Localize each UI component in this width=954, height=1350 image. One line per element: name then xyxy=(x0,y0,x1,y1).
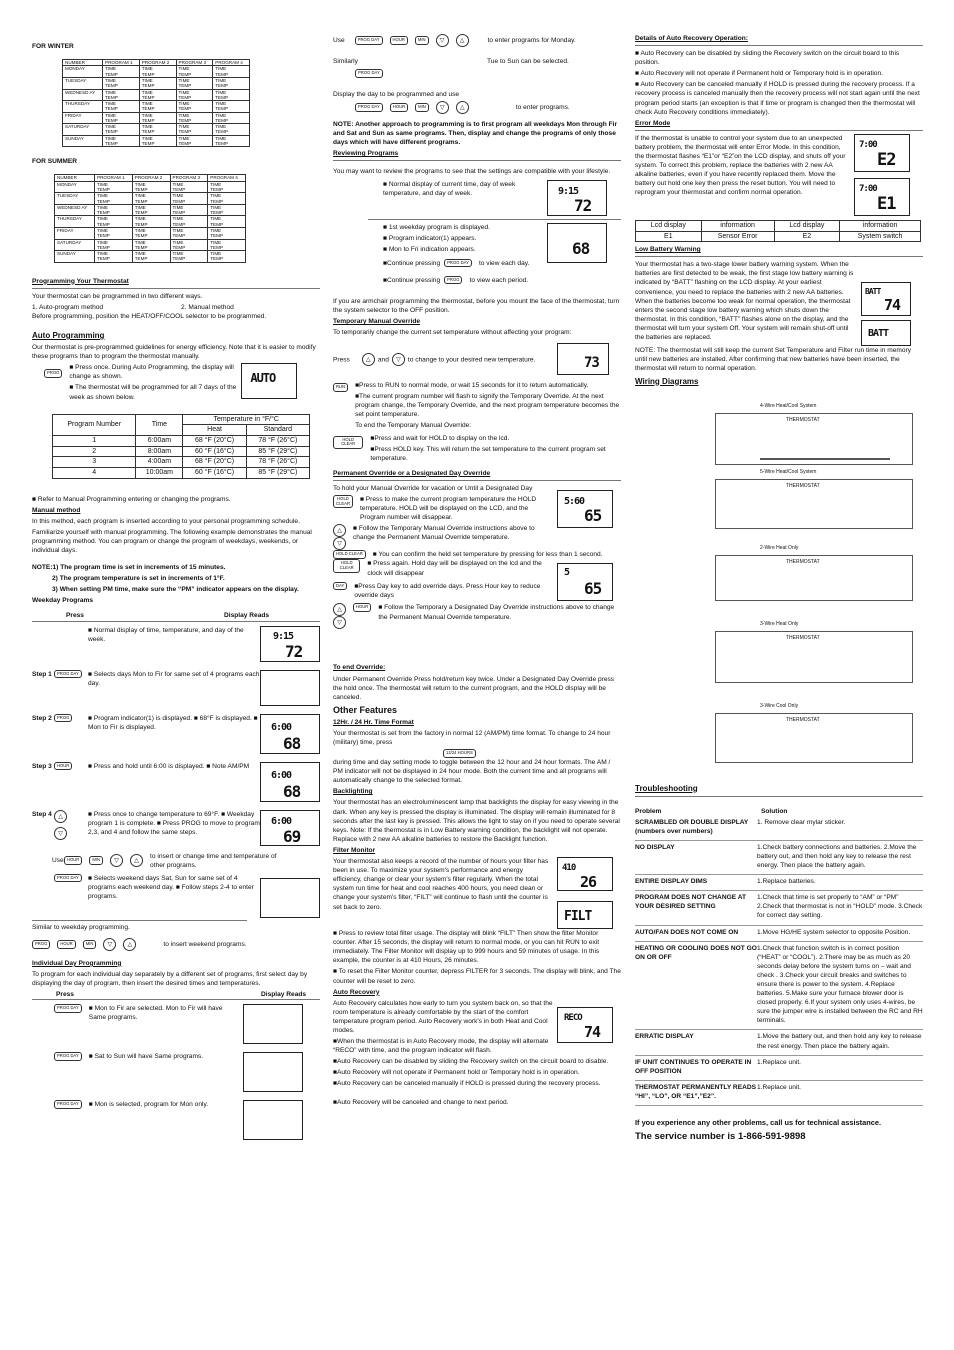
use-text: to insert or change time and temperature of other programs. xyxy=(150,852,277,869)
min-button[interactable]: MIN xyxy=(89,856,103,865)
batt-lcd-1: BATT 74 xyxy=(861,282,911,316)
step-4-label: Step 4 xyxy=(32,810,52,818)
indiv-1: ■ Mon to Fir are selected. Mon to Fir will have Same programs. xyxy=(88,1005,223,1022)
wiring-diagram-3: THERMOSTAT xyxy=(715,555,913,601)
auto-lcd: AUTO xyxy=(241,363,297,399)
use-label: Use xyxy=(52,857,64,865)
review-2: ■ 1st weekday program is displayed. xyxy=(383,224,490,232)
way-2: 2. Manual method xyxy=(181,303,234,311)
error-mode-title: Error Mode xyxy=(635,119,671,127)
perm-5: ■Press Day key to add override days. Press Hour key to reduce override days xyxy=(354,582,541,599)
step-1-text: ■ Selects days Mon to Fir for same set of 4 programs each day. xyxy=(88,670,260,687)
weekend-lcd xyxy=(260,878,320,918)
down-button[interactable]: ▽ xyxy=(436,101,449,114)
run-text: ■Press to RUN to normal mode, or wait 15 seconds for it to return automatically. xyxy=(355,382,589,390)
filter-monitor-title: Filter Monitor xyxy=(333,846,376,854)
review-1: ■ Normal display of current time, day of week temperature, and day of week. xyxy=(383,181,516,198)
down-button[interactable]: ▽ xyxy=(110,854,123,867)
manual-refer: ■ Refer to Manual Programming entering or changing the programs. xyxy=(32,495,231,503)
hold-clear-button[interactable]: HOLD CLEAR xyxy=(333,559,360,572)
indiv-lcd-2 xyxy=(243,1052,303,1092)
indiv-3: ■ Mon is selected, program for Mon only. xyxy=(88,1101,209,1109)
wiring-diagram-2: THERMOSTAT xyxy=(715,479,913,529)
details-2: ■ Auto Recovery will not operate if Permanent hold or Temporary hold is in operation. xyxy=(635,70,883,78)
summer-title: FOR SUMMER xyxy=(32,158,78,166)
time-format-text-2: during time and day setting mode to toggle between the 12 hour and 24 hour formats. The AM / PM indicator will not be displayed in 24 hour mode. Both the current time and all programs will automatically change to the selected format. xyxy=(333,759,611,785)
note-3: 3) When setting PM time, make sure the “PM” indicator appears on the display. xyxy=(52,586,299,594)
table-row: FRIDAY TIME TEMP TIME TEMP TIME TEMP TIME TEMP xyxy=(55,227,246,239)
table-header-cell: PROGRAM 4 xyxy=(213,60,250,66)
default-program-table: Program Number Time Temperature in °F/°C Heat Standard 1 6:00am 68 °F (20°C) 78 °F (26°C) 2 8:00am 60 °F (16°C) 85 °F (29°C) 3 4:00am 68 °F (20°C) 78 °F (26°C) 4 10:00am 60 °F (16°C) 85 °F (29°C) xyxy=(52,414,310,479)
table-header-cell: PROGRAM 1 xyxy=(95,175,133,181)
review-lcd-1: 9:15 72 xyxy=(547,180,607,216)
note-1: NOTE:1) The program time is set in increments of 15 minutes. xyxy=(32,564,226,572)
up-button[interactable]: △ xyxy=(123,938,136,951)
contact-text: If you experience any other problems, call us for technical assistance. xyxy=(635,1118,882,1128)
hold-1: ■Press and wait for HOLD to display on the lcd. xyxy=(370,434,510,442)
troubleshooting-row: HEATING OR COOLING DOES NOT GO ON OR OFF 1.Check that function switch is in correct position (“HEAT” or “COOL”). 2.There may be as much as 20 seconds delay before the system turns on – wait and check . 3.Check your circuit breaks and switches to ensure there is power to the system. 4.Replace batteries. 5.Make sure your furnace blower door is closed properly. 6.If your system only uses 4-wires, be sure the jumper wire is installed between the RC and RH terminals. xyxy=(635,942,923,1031)
review-5: ■Continue pressing xyxy=(383,259,441,267)
and-label: and xyxy=(377,355,389,363)
table-row: 1 6:00am 68 °F (20°C) 78 °F (26°C) xyxy=(53,435,310,446)
down-button[interactable]: ▽ xyxy=(436,34,449,47)
table-header-cell: PROGRAM 3 xyxy=(176,60,213,66)
up-button[interactable]: △ xyxy=(456,101,469,114)
step-2-text: ■ Program indicator(1) is displayed. ■ 68°F is displayed. ■ Mon to Fir is displayed. xyxy=(88,714,258,731)
temp-override-lcd: 73 xyxy=(557,343,609,375)
hold-clear-button[interactable]: HOLD CLEAR xyxy=(333,436,363,449)
table-row: Lcd display information Lcd display information xyxy=(636,220,921,231)
troubleshooting-row: ERRATIC DISPLAY 1.Move the battery out, and then hold any key to release the rest energy. Then place the battery again. xyxy=(635,1030,923,1055)
table-row: MONDAY TIME TEMP TIME TEMP TIME TEMP TIME TEMP xyxy=(63,66,250,78)
hold-2: ■Press HOLD key. This will return the set temperature to the current program set temperature. xyxy=(370,445,606,462)
hour-button[interactable]: HOUR xyxy=(353,603,371,612)
time-format-title: 12Hr. / 24 Hr. Time Format xyxy=(333,719,414,727)
table-header-cell: PROGRAM 3 xyxy=(170,175,208,181)
auto-title: Auto Programming xyxy=(32,331,105,340)
wiring-caption-1: 4-Wire Heat/Cool System xyxy=(760,402,817,409)
auto-recovery-title: Auto Recovery xyxy=(333,988,380,996)
auto-prog-button[interactable]: PROG xyxy=(44,369,62,378)
press-header: Press xyxy=(66,612,84,620)
temp-override-text: To temporarily change the current set temperature without affecting your program: xyxy=(333,329,572,337)
table-row: TUESDAY TIME TEMP TIME TEMP TIME TEMP TIME TEMP xyxy=(63,77,250,89)
manual-text-2: Familiarize yourself with manual programming. The following example demonstrates the manual programming method. You can program or change the program of weekdays, weekends, or individual days. xyxy=(32,528,312,554)
up-button[interactable]: △ xyxy=(130,854,143,867)
indiv-2: ■ Sat to Sun will have Same programs. xyxy=(88,1053,204,1061)
similarly-label: Similarly xyxy=(333,58,358,65)
solution-header: Solution xyxy=(761,807,788,815)
winter-schedule-table xyxy=(62,59,250,147)
backlighting-text: Your thermostat has an electroluminescent lamp that backlights the display for easy viewing in the dark. When any key is pressed the display is illuminated. The display will remain illuminated for 8 seconds after the last key is pressed. This allows the light to stay on if you need to operate several keys. Note: If the thermostat is in Low Battery warning condition, the backlight will not operate. Replace with 2 new AA alkaline batteries to restore the Backlight function. xyxy=(333,799,620,843)
perm-lcd-1: 5:60 65 xyxy=(557,490,613,528)
down-button[interactable]: ▽ xyxy=(333,537,346,550)
min-button[interactable]: MIN xyxy=(415,36,429,45)
prog-button[interactable]: PROG xyxy=(54,714,72,723)
auto-text: Our thermostat is pre-programmed guidelines for energy efficiency. Note that it is easier to modify these programs than to program the thermostat manually. xyxy=(32,344,316,361)
column-2 xyxy=(333,34,621,1109)
indiv-display-header: Display Reads xyxy=(261,991,307,999)
prog-day-button[interactable]: PROG DAY xyxy=(355,103,383,112)
table-row: THURSDAY TIME TEMP TIME TEMP TIME TEMP TIME TEMP xyxy=(63,101,250,113)
reviewing-title: Reviewing Programs xyxy=(333,150,399,158)
display-header: Display Reads xyxy=(224,612,270,620)
note-2: 2) The program temperature is set in increments of 1°F. xyxy=(52,575,225,583)
low-battery-title: Low Battery Warning xyxy=(635,246,701,254)
hold-clear-button[interactable]: HOLD CLEAR xyxy=(333,550,366,559)
indiv-lcd-1 xyxy=(243,1004,303,1044)
prog-day-button[interactable]: PROG DAY xyxy=(355,69,383,78)
flash-text: ■The current program number will flash to signify the Temporary Override. At the next program change, the Temporary Override, and the next program temperature becomes the set point temperature. xyxy=(355,393,620,419)
day-button[interactable]: DAY xyxy=(333,582,347,591)
auto-recovery-1: ■When the thermostat is in Auto Recovery mode, the display will alternate “RECO” with time, and the program indicator will flash. xyxy=(333,1038,549,1055)
low-battery-note: NOTE: The thermostat will still keep the current Set Temperature and Filter run time in memory until new batteries are installed. After confirming that new batteries have been inserted, the thermostat will return to normal operation. xyxy=(635,347,912,373)
column-3 xyxy=(635,34,923,1145)
prog-day-button[interactable]: PROG DAY xyxy=(54,1004,82,1013)
use-monday-text: to enter programs for Monday. xyxy=(487,36,576,44)
table-header-cell: PROGRAM 4 xyxy=(208,175,246,181)
min-button[interactable]: MIN xyxy=(83,940,97,949)
review-6: ■Continue pressing xyxy=(383,276,441,284)
summer-schedule-table xyxy=(54,174,246,262)
troubleshooting-row: AUTO/FAN DOES NOT COME ON 1.Move HG/HE system selector to opposite Position. xyxy=(635,926,923,942)
similar-text: Similar to weekday programming. xyxy=(32,920,247,932)
table-row: THURSDAY TIME TEMP TIME TEMP TIME TEMP TIME TEMP xyxy=(55,216,246,228)
auto-recovery-3: ■Auto Recovery will not operate if Permanent hold or Temporary hold is in operation. xyxy=(333,1069,580,1077)
wiring-caption-4: 3-Wire Heat Only xyxy=(760,620,799,627)
auto-recovery-2: ■Auto Recovery can be disabled by sliding the Recovery switch on the circuit board to disable. xyxy=(333,1058,609,1066)
backlighting-title: Backlighting xyxy=(333,788,373,796)
prog-day-button[interactable]: PROG DAY xyxy=(54,670,82,679)
details-title: Details of Auto Recovery Operation: xyxy=(635,35,748,42)
step-3-label: Step 3 xyxy=(32,762,52,770)
table-row: E1 Sensor Error E2 System switch xyxy=(636,231,921,242)
prog-day-button[interactable]: PROG DAY xyxy=(54,874,82,883)
winter-title: FOR WINTER xyxy=(32,43,74,50)
filter-lcd-1: 410 26 xyxy=(557,857,613,891)
table-header-cell: NUMBER xyxy=(55,175,95,181)
filter-lcd-2: FILT xyxy=(557,901,613,929)
prog-day-button[interactable]: PROG DAY xyxy=(444,259,472,268)
filter-monitor-text-3: ■ To reset the Filter Monitor counter, depress FILTER for 3 seconds. The display will blink, and The counter will be reset to zero. xyxy=(333,968,621,985)
table-header-cell: PROGRAM 2 xyxy=(132,175,170,181)
table-header-cell: PROGRAM 2 xyxy=(139,60,176,66)
weekend-step-text: ■ Selects weekend days Sat, Sun for same set of 4 programs each weekend day. ■ Follow steps 2-4 to enter programs. xyxy=(88,874,254,900)
hour-button[interactable]: HOUR xyxy=(64,856,82,865)
step-4-lcd: 6:00 69 xyxy=(260,810,320,846)
hold-clear-button[interactable]: HOLD CLEAR xyxy=(333,495,353,508)
perm-4: ■ Press again. Hold day will be displayed on the lcd and the clock will disappear xyxy=(367,560,542,577)
step-0-lcd: 9:15 72 xyxy=(260,626,320,662)
error-mode-text: If the thermostat is unable to control your system due to an unexpected battery problem, the thermostat will enter Error Mode. In this condition, the thermostat flashes “E1”or “E2”on the LCD display, and shuts off your system. To correct this problem, replace the batteries with 2 new AA alkaline batteries, even if you have recently replaced them. Move the battery out hold one key then press the reset button. You will need to reprogram your thermostat and confirm normal operation. xyxy=(635,134,846,197)
end-override-text: Under Permanent Override Press hold/return key twice. Under a Designated Day Override press the hold once. The thermostat will return to the current program, and the HOLD display will be canceled. xyxy=(333,675,615,701)
details-3: ■ Auto Recovery can be canceled manually if HOLD is pressed during the recovery process. If a recovery process is canceled manually then the recovery process will not start again until the next program period starts (an exception is that if time or program is changed then the thermostat will check Auto Recovery conditions immediately). xyxy=(635,81,920,116)
low-battery-text: Your thermostat has a two-stage lower battery warning system. When the batteries are first detected to be weak, the first stage low battery warning is indicated by “BATT” flashing on the LCD display. At your earliest convenience, you need to replace the batteries with 2 new AA batteries. When the batteries become too weak for normal operation, the thermostat enters the second stage low battery warning which shuts down the thermostat. In this condition, “BATT” flashes alone on the display, and the thermostat will turn your system Off. Your system will remain shut-off until the batteries are replaced. xyxy=(635,261,854,341)
wiring-caption-5: 3-Wire Cool Only xyxy=(760,702,799,709)
table-row: SUNDAY TIME TEMP TIME TEMP TIME TEMP TIME TEMP xyxy=(63,135,250,147)
weekday-programs-title: Weekday Programs xyxy=(32,597,94,605)
indiv-text: To program for each individual day separately by a different set of programs, first select day by displaying the day of program, then insert the desired times and temperatures. xyxy=(32,970,308,988)
other-features-title: Other Features xyxy=(333,704,398,715)
programming-intro: Your thermostat can be programmed in two different ways. xyxy=(32,292,203,300)
down-button[interactable]: ▽ xyxy=(333,616,346,629)
prog-day-button[interactable]: PROG DAY xyxy=(355,36,383,45)
perm-2: ■ Follow the Temporary Manual Override instructions above to change the Permanent Manual Override temperature. xyxy=(353,525,535,542)
reco-lcd: RECO 74 xyxy=(557,1007,613,1043)
hour-button[interactable]: HOUR xyxy=(390,36,408,45)
down-button[interactable]: ▽ xyxy=(392,353,405,366)
step-2-lcd: 6:00 68 xyxy=(260,714,320,754)
table-row: WEDNESD AY TIME TEMP TIME TEMP TIME TEMP TIME TEMP xyxy=(55,204,246,216)
review-lcd-2: 68 xyxy=(547,223,607,263)
perm-lcd-2: 5 65 xyxy=(557,563,613,601)
service-number: The service number is 1-866-591-9898 xyxy=(635,1131,806,1143)
table-row: WEDNESD AY TIME TEMP TIME TEMP TIME TEMP TIME TEMP xyxy=(63,89,250,101)
prog-button[interactable]: PROG xyxy=(32,940,50,949)
filter-monitor-text-2: ■ Press to review total filter usage. The display will blink “FILT” Then show the filter Monitor counter. After 15 seconds, the display will return to normal mode, or you can hit RUN to exit immediately. The Filter Monitor will display up to 999 hours and 59 minutes of usage. In this example, the counter is at 410 Hours, 26 minutes. xyxy=(333,930,600,965)
wiring-caption-3: 2-Wire Heat Only xyxy=(760,544,799,551)
wiring-diagram-4: THERMOSTAT xyxy=(715,631,913,683)
table-row: 2 8:00am 60 °F (16°C) 85 °F (29°C) xyxy=(53,446,310,457)
prog-day-button[interactable]: PROG DAY xyxy=(54,1052,82,1061)
press-label: Press xyxy=(333,355,350,363)
indiv-press-header: Press xyxy=(56,991,74,999)
table-row: 4 10:00am 60 °F (16°C) 85 °F (29°C) xyxy=(53,467,310,478)
review-5b: to view each day. xyxy=(478,259,530,267)
perm-3: ■ You can confirm the held set temperature by pressing for less than 1 second. xyxy=(372,551,603,559)
down-button[interactable]: ▽ xyxy=(103,938,116,951)
wiring-title: Wiring Diagrams xyxy=(635,376,699,386)
auto-recovery-text: Auto Recovery calculates how early to turn you system back on, so that the room temperature is already comfortable by the start of the comfort temperature program period. Auto Recovery work's in both Heat and Cool modes. xyxy=(333,999,553,1034)
step-0-text: ■ Normal display of time, temperature, and day of the week. xyxy=(88,626,244,643)
hour-button[interactable]: HOUR xyxy=(54,762,72,771)
table-row: SATURDAY TIME TEMP TIME TEMP TIME TEMP TIME TEMP xyxy=(55,239,246,251)
run-button[interactable]: RUN xyxy=(333,383,348,392)
error-lcd-e1: 7:00 E1 xyxy=(854,178,910,216)
batt-lcd-2: BATT xyxy=(861,320,911,346)
column-1 xyxy=(32,34,320,1142)
review-3: ■ Program indicator(1) appears. xyxy=(383,235,477,243)
step-1-label: Step 1 xyxy=(32,670,52,678)
hour-button[interactable]: HOUR xyxy=(57,940,75,949)
review-4: ■ Mon to Fri indication appears. xyxy=(383,246,476,254)
toend-text: To end the Temporary Manual Override: xyxy=(355,422,472,430)
down-button[interactable]: ▽ xyxy=(54,827,67,840)
troubleshooting-rows xyxy=(635,816,923,1106)
indiv-lcd-3 xyxy=(243,1100,303,1140)
step-3-lcd: 6:00 68 xyxy=(260,762,320,802)
step-1-lcd xyxy=(260,670,320,706)
hour-button[interactable]: HOUR xyxy=(390,103,408,112)
table-row: MONDAY TIME TEMP TIME TEMP TIME TEMP TIME TEMP xyxy=(55,181,246,193)
step-4-text: ■ Press once to change temperature to 69°F. ■ Weekday program 1 is complete. ■ Press PROG to move to program 2,3, and 4 and follow the same steps. xyxy=(88,810,260,836)
up-button[interactable]: △ xyxy=(362,353,375,366)
wiring-diagrams xyxy=(675,389,923,783)
reviewing-text: You may want to review the programs to see that the settings are compatible with your lifestyle. xyxy=(333,168,611,176)
time-format-text: Your thermostat is set from the factory in normal 12 (AM/PM) time format. To change to 24 hour (military) time, press xyxy=(333,730,611,747)
note-another: NOTE: Another approach to programming is to first program all weekdays Mon through Fir and Sat and Sun as same programs. Then, display and change the programs of only those days which will have different programs. xyxy=(333,120,618,146)
enter-text: to enter programs. xyxy=(515,103,570,111)
armchair-text: If you are armchair programming the thermostat, before you mount the face of the thermostat, turn the system selector to the OFF position. xyxy=(333,297,620,314)
perm-6: ■ Follow the Temporary a Designated Day Override instructions above to change the Permanent Manual Override temperature. xyxy=(378,604,615,621)
min-button[interactable]: MIN xyxy=(415,103,429,112)
up-button[interactable]: △ xyxy=(333,524,346,537)
programming-title: Programming Your Thermostat xyxy=(32,277,129,285)
troubleshooting-row: NO DISPLAY 1.Check battery connections and batteries. 2.Move the battery out, and then hold any key to release the rest energy. Then place the battery again. xyxy=(635,841,923,875)
troubleshooting-row: IF UNIT CONTINUES TO OPERATE IN OFF POSITION 1.Replace unit. xyxy=(635,1056,923,1081)
up-button[interactable]: △ xyxy=(333,603,346,616)
up-button[interactable]: △ xyxy=(456,34,469,47)
display-day-text: Display the day to be programmed and use xyxy=(333,90,460,98)
use-label: Use xyxy=(333,36,345,44)
end-override-title: To end Override: xyxy=(333,664,386,672)
table-row: 3 4:00am 68 °F (20°C) 78 °F (26°C) xyxy=(53,457,310,468)
wiring-diagram-5: THERMOSTAT xyxy=(715,713,913,763)
perm-1: ■ Press to make the current program temperature the HOLD temperature. HOLD will be displayed on the LCD, and the Program number will disappear. xyxy=(359,496,537,522)
wiring-caption-2: 5-Wire Heat/Cool System xyxy=(760,468,817,475)
problem-header: Problem xyxy=(635,807,662,815)
filter-monitor-text: Your thermostat also keeps a record of the number of hours your filter has been in use. To maximize your system's performance and energy efficiency, change or clear your system's filter regularly. When the total system run time for heat and cool reaches 400 hours, you need clean or change your system's filter, “FILT” will continue to flash until the counter is set back to zero. xyxy=(333,858,549,911)
table-row: TUESDAY TIME TEMP TIME TEMP TIME TEMP TIME TEMP xyxy=(55,193,246,205)
troubleshooting-row: ENTIRE DISPLAY DIMS 1.Replace batteries. xyxy=(635,875,923,891)
troubleshooting-row: SCRAMBLED OR DOUBLE DISPLAY (numbers over numbers) 1. Remove clear mylar sticker. xyxy=(635,816,923,841)
step-3-text: ■ Press and hold until 6:00 is displayed. ■ Note AM/PM xyxy=(88,762,250,770)
error-table xyxy=(635,220,921,242)
auto-recovery-4: ■Auto Recovery can be canceled manually if HOLD is pressed during the recovery process. xyxy=(333,1080,601,1088)
similarly-text: Tue to Sun can be selected. xyxy=(487,58,569,65)
step-2-label: Step 2 xyxy=(32,714,52,722)
prog-day-button[interactable]: PROG DAY xyxy=(54,1100,82,1109)
perm-override-title: Permanent Override or a Designated Day Override xyxy=(333,469,491,477)
before-text: Before programming, position the HEAT/OFF/COOL selector to be programmed. xyxy=(32,312,267,320)
details-1: ■ Auto Recovery can be disabled by sliding the Recovery switch on the circuit board to this position. xyxy=(635,50,900,67)
hours-1224-button[interactable]: 12/24 HOURS xyxy=(443,749,476,758)
wiring-diagram-1: THERMOSTAT xyxy=(715,413,913,465)
temp-override-title: Temporary Manual Override xyxy=(333,317,421,325)
auto-recovery-5: ■Auto Recovery will be canceled and change to next period. xyxy=(333,1098,509,1106)
troubleshooting-title: Troubleshooting xyxy=(635,783,698,793)
weekend-text: to insert weekend programs. xyxy=(163,940,247,948)
way-1: 1. Auto-program method xyxy=(32,303,104,311)
manual-text-1: In this method, each program is inserted according to your personal programming schedule. xyxy=(32,517,300,525)
troubleshooting-row: PROGRAM DOES NOT CHANGE AT YOUR DESIRED SETTING 1.Check that time is set properly to “AM” or “PM” 2.Check that thermostat is not in “HOLD” mode. 3.Check for correct day setting. xyxy=(635,891,923,925)
manual-title: Manual method xyxy=(32,506,81,514)
table-header-cell: PROGRAM 1 xyxy=(103,60,140,66)
review-6b: to view each period. xyxy=(469,276,529,284)
table-row: SATURDAY TIME TEMP TIME TEMP TIME TEMP TIME TEMP xyxy=(63,124,250,136)
table-row: FRIDAY TIME TEMP TIME TEMP TIME TEMP TIME TEMP xyxy=(63,112,250,124)
table-header-cell: NUMBER xyxy=(63,60,103,66)
up-button[interactable]: △ xyxy=(54,810,67,823)
error-lcd-e2: 7:00 E2 xyxy=(854,134,910,172)
table-row: SUNDAY TIME TEMP TIME TEMP TIME TEMP TIME TEMP xyxy=(55,251,246,263)
auto-bullet-1: ■ Press once. During Auto Programming, the display will change as shown. xyxy=(69,364,234,381)
prog-button[interactable]: PROG xyxy=(444,276,462,285)
indiv-title: Individual Day Programming xyxy=(32,959,122,967)
tochange-text: to change to your desired new temperature. xyxy=(407,355,536,363)
troubleshooting-row: THERMOSTAT PERMANENTLY READS “HI”, “LO”, OR “E1”,”E2”. 1.Replace unit. xyxy=(635,1081,923,1106)
auto-bullet-2: ■ The thermostat will be programmed for all 7 days of the week as shown below. xyxy=(69,384,237,401)
perm-text: To hold your Manual Override for vacation or Until a Designated Day xyxy=(333,484,533,492)
